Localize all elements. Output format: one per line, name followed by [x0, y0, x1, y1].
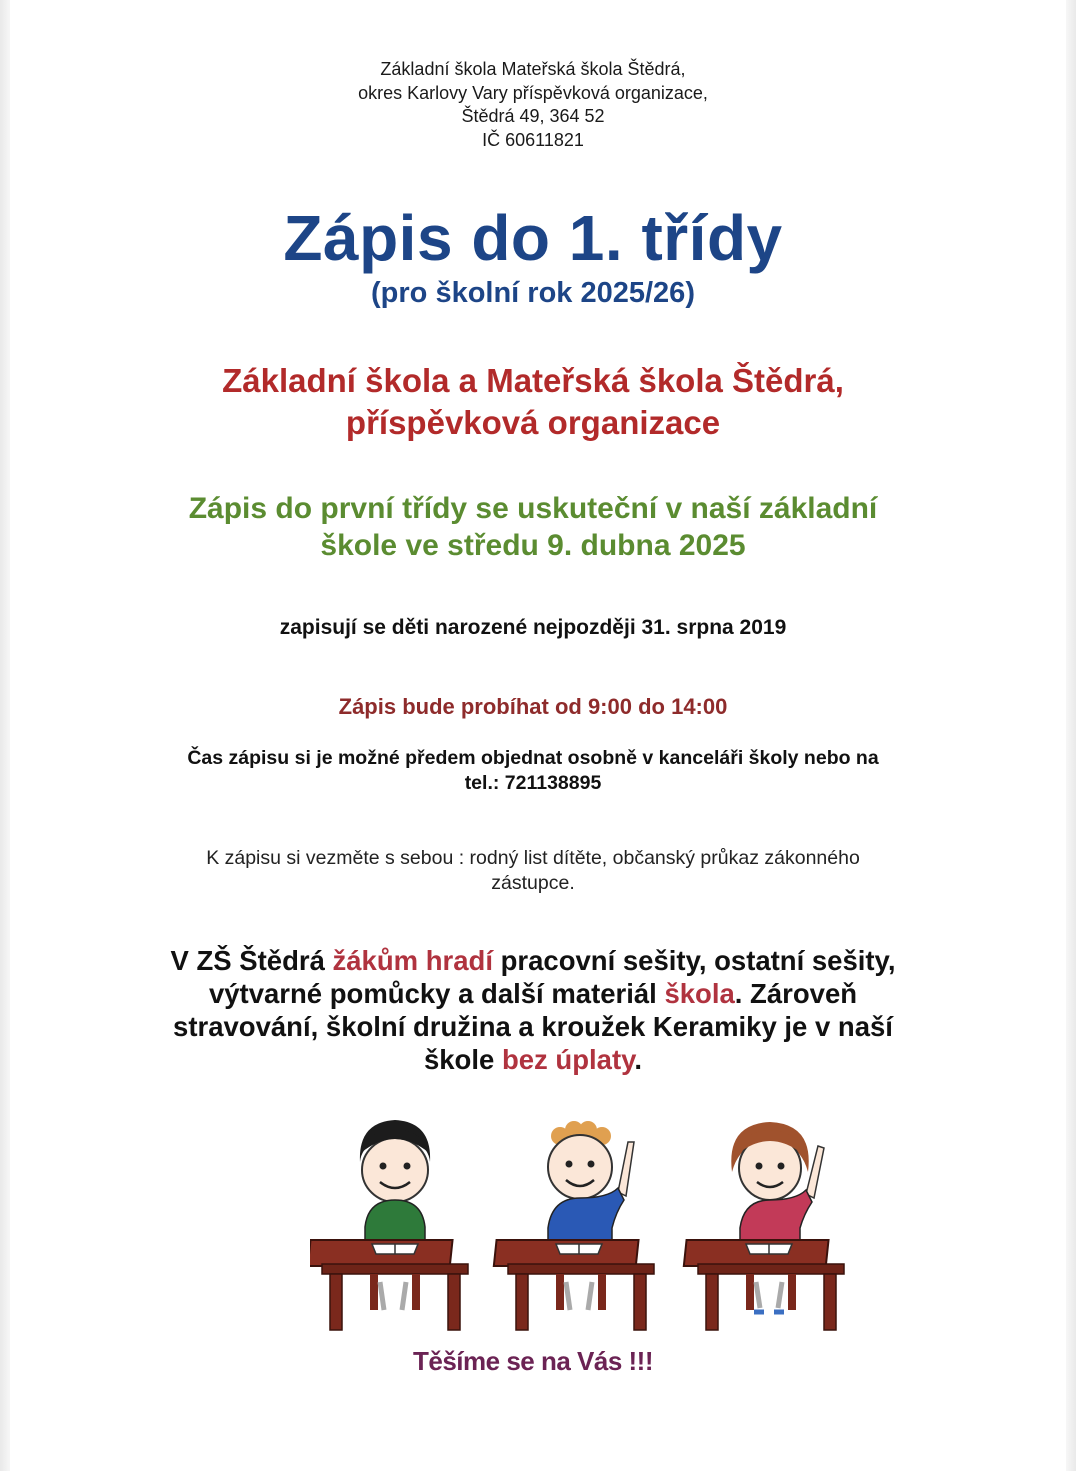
free-services-info: [0, 944, 1066, 1076]
children-at-desks-illustration: [310, 1112, 850, 1342]
school-name: [0, 360, 1066, 444]
page-edge-right: [1066, 0, 1076, 1471]
free-services-text: pracovní sešity, ostatní sešity,: [500, 945, 896, 976]
free-services-highlight: žákům hradí: [332, 945, 493, 976]
school-header: [0, 58, 1066, 152]
free-services-line: stravování, školní družina a kroužek Keramiky je v naší: [173, 1011, 893, 1042]
enrollment-date-line: škole ve středu 9. dubna 2025: [320, 529, 746, 562]
birthdate-requirement: zapisují se děti narozené nejpozději 31. srpna 2019: [279, 616, 787, 639]
child-girl-pink-icon: [684, 1122, 844, 1330]
free-services-text: škole: [423, 1044, 495, 1075]
booking-phone: tel.: 721138895: [464, 772, 602, 794]
closing-message: Těšíme se na Vás !!!: [413, 1346, 653, 1376]
header-line: Štědrá 49, 364 52: [461, 106, 605, 126]
documents-info: [0, 846, 1066, 896]
booking-info: [0, 746, 1066, 796]
free-services-highlight: bez úplaty: [501, 1044, 635, 1075]
header-line: Základní škola Mateřská škola Štědrá,: [380, 59, 686, 79]
page-title: Zápis do 1. třídy: [283, 202, 783, 274]
free-services-line: [0, 944, 1066, 977]
enrollment-date-line: Zápis do první třídy se uskuteční v naší základní: [188, 492, 878, 525]
school-name-line: příspěvková organizace: [345, 404, 721, 441]
header-line: okres Karlovy Vary příspěvková organizace,: [358, 82, 708, 103]
child-boy-blue-icon: [494, 1121, 654, 1330]
enrollment-time: Zápis bude probíhat od 9:00 do 14:00: [338, 694, 728, 719]
free-services-line: [0, 1043, 1066, 1076]
free-services-highlight: škola: [664, 978, 735, 1009]
page-subtitle: (pro školní rok 2025/26): [371, 277, 695, 309]
free-services-text: . Zároveň: [734, 978, 858, 1009]
booking-info-line: Čas zápisu si je možné předem objednat osobně v kanceláři školy nebo na: [187, 747, 879, 769]
free-services-line: [0, 977, 1066, 1010]
child-boy-green-icon: [310, 1120, 468, 1330]
free-services-text: výtvarné pomůcky a další materiál: [208, 978, 657, 1009]
documents-info-line: K zápisu si vezměte s sebou : rodný list dítěte, občanský průkaz zákonného: [206, 847, 860, 869]
school-name-line: Základní škola a Mateřská škola Štědrá,: [222, 362, 844, 399]
header-line: IČ 60611821: [482, 129, 584, 150]
free-services-text: V ZŠ Štědrá: [170, 945, 325, 976]
free-services-text: .: [634, 1044, 643, 1075]
documents-info-line: zástupce.: [491, 872, 575, 894]
enrollment-date: [0, 490, 1066, 564]
